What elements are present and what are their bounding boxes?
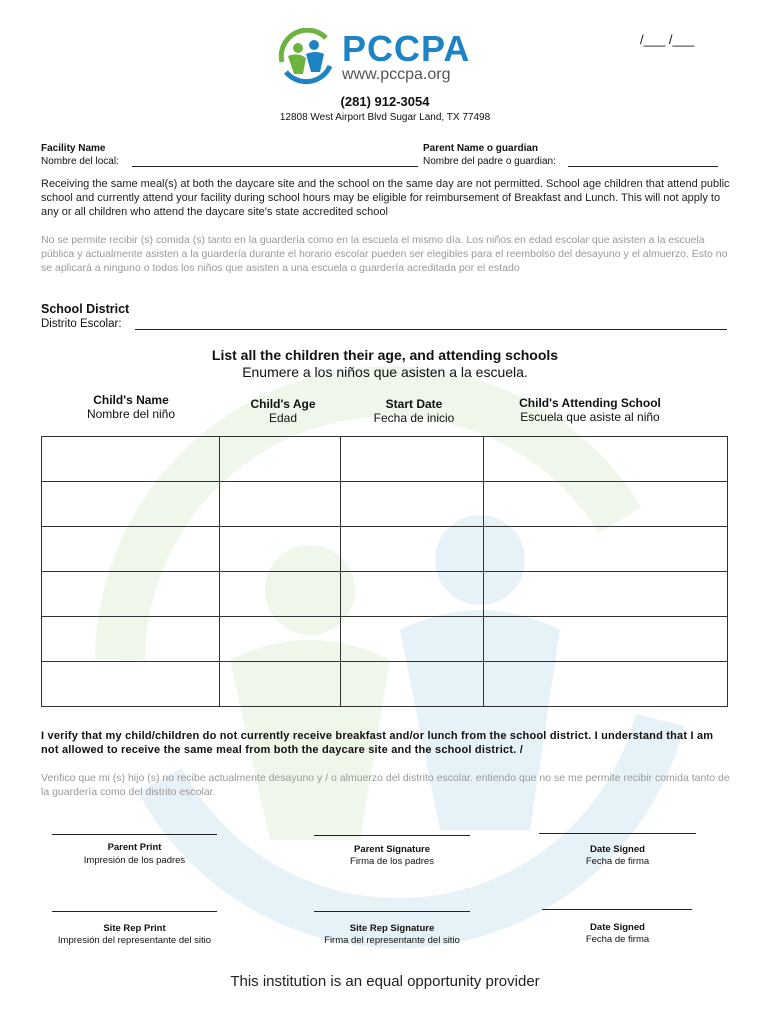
- table-row: [42, 437, 728, 482]
- site-rep-date-field[interactable]: [542, 909, 692, 910]
- brand-name: PCCPA: [342, 28, 471, 69]
- column-label-es: Nombre del niño: [86, 407, 176, 421]
- start-date-cell[interactable]: [340, 662, 484, 707]
- column-header-age: [223, 397, 343, 425]
- school-cell[interactable]: [484, 572, 728, 617]
- address: 12808 West Airport Blvd Sugar Land, TX 77498: [279, 112, 491, 123]
- verification-spanish: Verifico que mi (s) hijo (s) no recibe actualmente desayuno y / o almuerzo del distrito escolar. entiendo que no se me permite recibir comida tanto de la guardería como del distrito escolar.: [41, 772, 730, 798]
- site-rep-date-label: Date Signed: [590, 922, 645, 933]
- child-age-cell[interactable]: [219, 527, 340, 572]
- date-signed-field[interactable]: [539, 833, 696, 834]
- parent-label: Parent Name o guardian: [423, 143, 539, 154]
- child-name-cell[interactable]: [42, 662, 220, 707]
- column-label: Child's Attending School: [519, 396, 661, 410]
- notice-spanish: No se permite recibir (s) comida (s) tanto en la guardería como en la escuela el mismo día. Los niños en edad escolar que asisten a la escuela pública y actualmente asisten a la guardería durante el horario escolar pueden ser elegibles para el reembolso del desayuno y el almuerzo. Esto no se aplicará a ninguno o todos los niños que asisten a una escuela o guardería acreditada por el estado: [41, 234, 728, 274]
- start-date-cell[interactable]: [340, 617, 484, 662]
- start-date-cell[interactable]: [340, 572, 484, 617]
- facility-label: Facility Name: [41, 143, 106, 154]
- facility-label-es: Nombre del local:: [41, 156, 119, 167]
- site-rep-print-field[interactable]: [52, 911, 217, 912]
- phone-number: (281) 912-3054: [340, 94, 430, 109]
- column-label-es: Escuela que asiste al niño: [520, 410, 660, 424]
- start-date-cell[interactable]: [340, 482, 484, 527]
- parent-signature-label: Parent Signature: [353, 844, 431, 855]
- site-rep-signature-label-es: Firma del representante del sitio: [324, 935, 460, 946]
- date-signed-label: Date Signed: [590, 844, 645, 855]
- verification-english: I verify that my child/children do not currently receive breakfast and/or lunch from the school district. I understand that I am not allowed to receive the same meal from both the daycare site and the school district. /: [41, 730, 714, 756]
- start-date-cell[interactable]: [340, 437, 484, 482]
- child-age-cell[interactable]: [219, 617, 340, 662]
- child-age-cell[interactable]: [219, 437, 340, 482]
- children-list-subtitle: Enumere a los niños que asisten a la escuela.: [242, 364, 528, 380]
- table-row: [42, 482, 728, 527]
- site-rep-signature-label: Site Rep Signature: [349, 923, 435, 934]
- column-label: Start Date: [385, 397, 443, 411]
- child-age-cell[interactable]: [219, 482, 340, 527]
- school-district-label: School District: [41, 302, 130, 316]
- school-cell[interactable]: [484, 527, 728, 572]
- school-district-field[interactable]: [135, 329, 727, 330]
- column-label-es: Edad: [268, 411, 298, 425]
- parent-print-field[interactable]: [52, 834, 217, 835]
- site-rep-signature-field[interactable]: [314, 911, 470, 912]
- column-label-es: Fecha de inicio: [373, 411, 455, 425]
- parent-print-label-es: Impresión de los padres: [83, 855, 186, 866]
- child-name-cell[interactable]: [42, 617, 220, 662]
- site-rep-date-label-es: Fecha de firma: [585, 934, 650, 945]
- children-table: [41, 436, 728, 707]
- child-name-cell[interactable]: [42, 572, 220, 617]
- children-list-title: List all the children their age, and attending schools: [211, 347, 559, 363]
- column-label: Child's Name: [93, 393, 169, 407]
- table-row: [42, 527, 728, 572]
- parent-signature-label-es: Firma de los padres: [350, 856, 434, 867]
- date-signed-label-es: Fecha de firma: [585, 856, 650, 867]
- site-rep-print-label: Site Rep Print: [103, 923, 166, 934]
- column-header-start-date: [350, 397, 478, 425]
- child-name-cell[interactable]: [42, 527, 220, 572]
- parent-label-es: Nombre del padre o guardian:: [423, 156, 556, 167]
- school-cell[interactable]: [484, 482, 728, 527]
- child-age-cell[interactable]: [219, 662, 340, 707]
- website-link[interactable]: www.pccpa.org: [342, 66, 451, 83]
- footer-text: This institution is an equal opportunity provider: [230, 973, 540, 990]
- child-name-cell[interactable]: [42, 482, 220, 527]
- notice-english: Receiving the same meal(s) at both the daycare site and the school on the same day are not permitted. School age children that attend public school and currently attend your facility during school hours may be eligible for reimbursement of Breakfast and Lunch. This will not apply to any or all children who attend the daycare site's state accredited school: [41, 178, 730, 218]
- parent-name-field[interactable]: [568, 166, 718, 167]
- table-row: [42, 572, 728, 617]
- school-cell[interactable]: [484, 662, 728, 707]
- date-field[interactable]: /___ /___: [640, 32, 695, 47]
- child-age-cell[interactable]: [219, 572, 340, 617]
- child-name-cell[interactable]: [42, 437, 220, 482]
- facility-name-field[interactable]: [132, 166, 418, 167]
- site-rep-print-label-es: Impresión del representante del sitio: [57, 935, 212, 946]
- school-cell[interactable]: [484, 437, 728, 482]
- pccpa-logo-icon: [276, 28, 336, 88]
- start-date-cell[interactable]: [340, 527, 484, 572]
- column-label: Child's Age: [250, 397, 316, 411]
- school-district-label-es: Distrito Escolar:: [41, 318, 122, 330]
- column-header-name: [61, 393, 201, 421]
- column-header-school: [500, 396, 680, 424]
- parent-signature-field[interactable]: [314, 835, 470, 836]
- school-cell[interactable]: [484, 617, 728, 662]
- table-row: [42, 662, 728, 707]
- table-row: [42, 617, 728, 662]
- parent-print-label: Parent Print: [107, 842, 162, 853]
